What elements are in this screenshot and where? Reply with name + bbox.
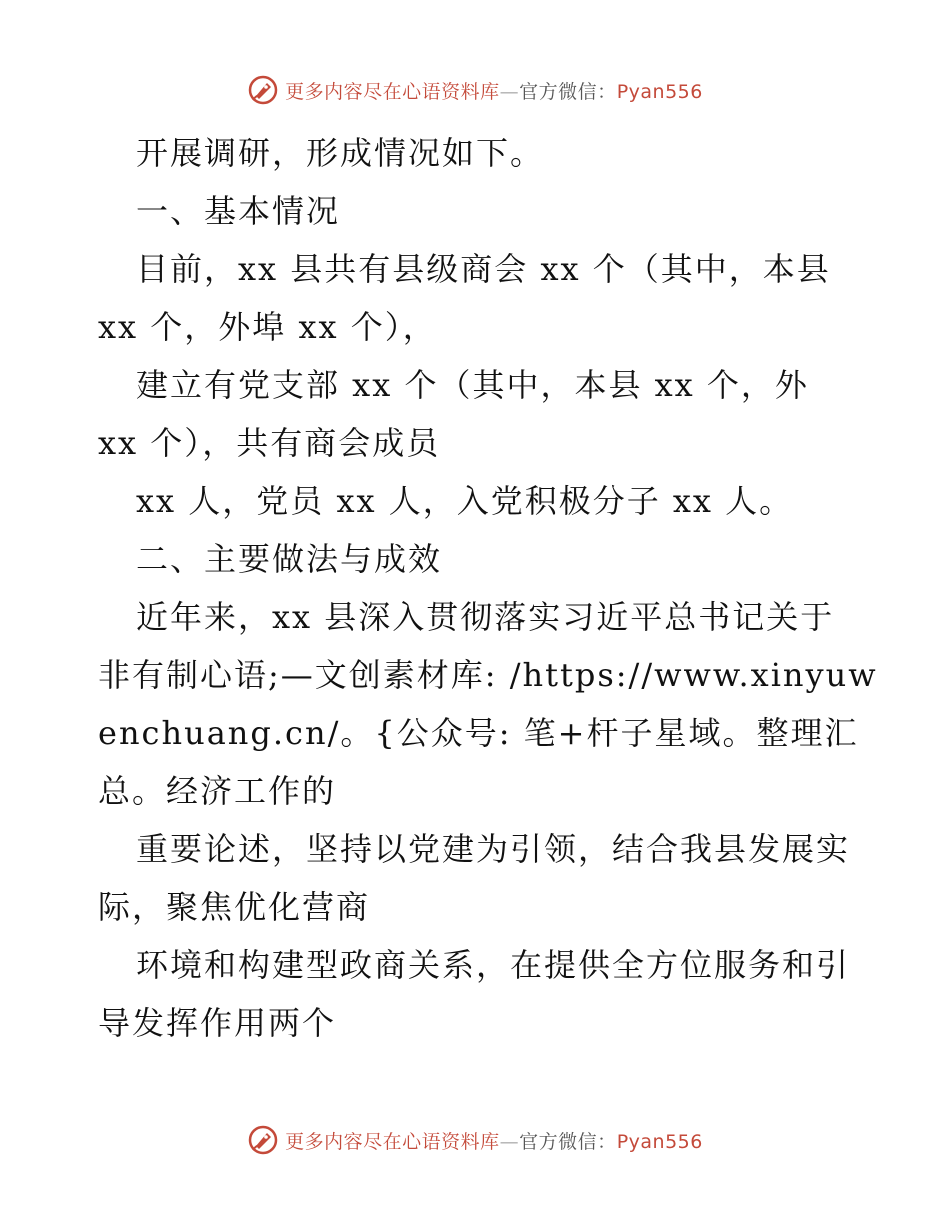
text-line: 环境和构建型政商关系，在提供全方位服务和引 bbox=[136, 946, 851, 984]
text-line: 建立有党支部 xx 个（其中，本县 xx 个，外 bbox=[136, 366, 809, 404]
text-line: 开展调研，形成情况如下。 bbox=[136, 134, 545, 172]
text-line: 近年来，xx 县深入贯彻落实习近平总书记关于 bbox=[136, 598, 835, 636]
watermark-text bbox=[285, 1127, 703, 1154]
text-line: xx 个），共有商会成员 bbox=[98, 424, 441, 462]
watermark-official-label: 官方微信： bbox=[519, 80, 617, 103]
watermark-wechat-id: Pyan556 bbox=[616, 80, 703, 103]
text-line: 重要论述，坚持以党建为引领，结合我县发展实 bbox=[136, 830, 851, 868]
text-line: 非有制心语;—文创素材库: /https://www.xinyuw bbox=[98, 656, 878, 694]
pen-nib-logo-icon bbox=[247, 1124, 279, 1156]
watermark-main-text: 更多内容尽在心语资料库 bbox=[285, 80, 500, 103]
document-body bbox=[98, 124, 878, 1052]
section-heading: 一、基本情况 bbox=[136, 192, 341, 230]
pen-nib-logo-icon bbox=[247, 74, 279, 106]
watermark-separator: — bbox=[499, 80, 520, 103]
watermark-wechat-id: Pyan556 bbox=[616, 1130, 703, 1153]
watermark-separator: — bbox=[499, 1130, 520, 1153]
text-line: 导发挥作用两个 bbox=[98, 1004, 337, 1042]
section-heading: 二、主要做法与成效 bbox=[136, 540, 443, 578]
watermark-banner-bottom bbox=[0, 1120, 950, 1160]
text-line: enchuang.cn/。{公众号: 笔+杆子星域。整理汇 bbox=[98, 714, 859, 752]
text-line: 目前，xx 县共有县级商会 xx 个（其中，本县 bbox=[136, 250, 831, 288]
watermark-text bbox=[285, 77, 703, 104]
text-line: 总。经济工作的 bbox=[98, 772, 337, 810]
text-line: xx 个，外埠 xx 个）， bbox=[98, 308, 437, 346]
watermark-main-text: 更多内容尽在心语资料库 bbox=[285, 1130, 500, 1153]
text-line: 际，聚焦优化营商 bbox=[98, 888, 371, 926]
watermark-banner-top bbox=[0, 70, 950, 110]
text-line: xx 人，党员 xx 人，入党积极分子 xx 人。 bbox=[136, 482, 794, 520]
watermark-official-label: 官方微信： bbox=[519, 1130, 617, 1153]
